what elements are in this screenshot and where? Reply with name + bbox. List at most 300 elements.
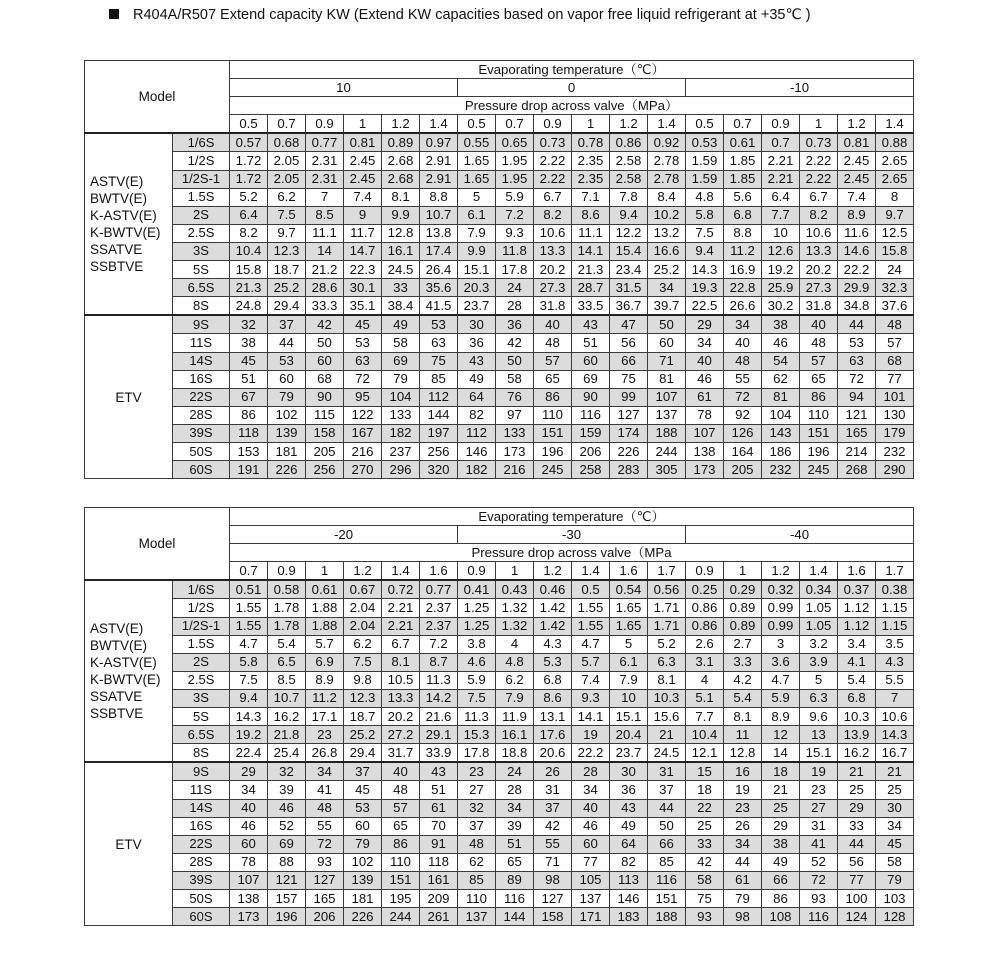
capacity-value-cell: 2.68 <box>382 152 420 170</box>
capacity-value-cell: 138 <box>230 889 268 907</box>
capacity-value-cell: 0.61 <box>724 133 762 152</box>
capacity-value-cell: 57 <box>876 334 914 352</box>
capacity-value-cell: 5.6 <box>724 188 762 206</box>
capacity-value-cell: 226 <box>610 442 648 460</box>
valve-size-cell: 3S <box>173 242 230 260</box>
capacity-value-cell: 24.8 <box>230 297 268 316</box>
capacity-value-cell: 7.9 <box>496 689 534 707</box>
capacity-value-cell: 50 <box>648 315 686 334</box>
capacity-value-cell: 173 <box>230 908 268 926</box>
capacity-value-cell: 89 <box>496 871 534 889</box>
capacity-value-cell: 183 <box>610 908 648 926</box>
capacity-value-cell: 16.9 <box>724 261 762 279</box>
capacity-value-cell: 11.7 <box>344 224 382 242</box>
capacity-value-cell: 1.32 <box>496 599 534 617</box>
capacity-value-cell: 3.2 <box>800 635 838 653</box>
capacity-value-cell: 98 <box>724 908 762 926</box>
capacity-value-cell: 7.5 <box>230 671 268 689</box>
capacity-value-cell: 13.2 <box>648 224 686 242</box>
capacity-value-cell: 48 <box>458 835 496 853</box>
capacity-value-cell: 0.67 <box>344 580 382 599</box>
capacity-value-cell: 16.2 <box>838 744 876 763</box>
pressure-value-header: 1.4 <box>800 562 838 581</box>
capacity-value-cell: 11.9 <box>496 708 534 726</box>
capacity-value-cell: 19.2 <box>762 261 800 279</box>
capacity-value-cell: 57 <box>382 799 420 817</box>
capacity-value-cell: 2.21 <box>382 617 420 635</box>
capacity-value-cell: 25.4 <box>268 744 306 763</box>
pressure-value-header: 1.2 <box>534 562 572 581</box>
table-row <box>85 617 914 635</box>
table-row <box>85 170 914 188</box>
valve-size-cell: 9S <box>173 315 230 334</box>
capacity-value-cell: 9.7 <box>876 206 914 224</box>
capacity-value-cell: 8.5 <box>268 671 306 689</box>
capacity-value-cell: 181 <box>268 442 306 460</box>
capacity-value-cell: 7.4 <box>838 188 876 206</box>
model-series-name: SSBTVE <box>90 706 144 722</box>
capacity-value-cell: 25 <box>876 781 914 799</box>
capacity-value-cell: 11.2 <box>306 689 344 707</box>
capacity-value-cell: 121 <box>268 871 306 889</box>
model-series-name: ETV <box>115 836 142 852</box>
capacity-value-cell: 11.1 <box>572 224 610 242</box>
capacity-value-cell: 18.7 <box>344 708 382 726</box>
capacity-value-cell: 158 <box>306 424 344 442</box>
capacity-value-cell: 206 <box>572 442 610 460</box>
capacity-value-cell: 65 <box>382 817 420 835</box>
capacity-value-cell: 0.77 <box>420 580 458 599</box>
capacity-value-cell: 36 <box>458 334 496 352</box>
capacity-value-cell: 1.55 <box>572 617 610 635</box>
capacity-value-cell: 32 <box>268 762 306 781</box>
capacity-value-cell: 14.3 <box>686 261 724 279</box>
capacity-value-cell: 256 <box>420 442 458 460</box>
capacity-value-cell: 76 <box>496 388 534 406</box>
capacity-value-cell: 245 <box>800 461 838 479</box>
header-row-evap <box>85 508 914 526</box>
capacity-value-cell: 22.5 <box>686 297 724 316</box>
capacity-value-cell: 116 <box>800 908 838 926</box>
capacity-value-cell: 27.3 <box>800 279 838 297</box>
valve-size-cell: 5S <box>173 261 230 279</box>
capacity-value-cell: 35.6 <box>420 279 458 297</box>
capacity-value-cell: 20.2 <box>534 261 572 279</box>
capacity-value-cell: 121 <box>838 406 876 424</box>
capacity-value-cell: 10.6 <box>876 708 914 726</box>
capacity-value-cell: 268 <box>838 461 876 479</box>
capacity-value-cell: 91 <box>420 835 458 853</box>
capacity-value-cell: 10.3 <box>838 708 876 726</box>
capacity-value-cell: 40 <box>686 352 724 370</box>
capacity-value-cell: 3.3 <box>724 653 762 671</box>
capacity-value-cell: 30.2 <box>762 297 800 316</box>
capacity-value-cell: 69 <box>382 352 420 370</box>
table-row <box>85 653 914 671</box>
valve-size-cell: 28S <box>173 853 230 871</box>
capacity-value-cell: 22.4 <box>230 744 268 763</box>
capacity-value-cell: 8.6 <box>534 689 572 707</box>
capacity-value-cell: 1.78 <box>268 599 306 617</box>
capacity-value-cell: 7.1 <box>572 188 610 206</box>
capacity-value-cell: 25.2 <box>268 279 306 297</box>
capacity-value-cell: 21 <box>648 726 686 744</box>
capacity-value-cell: 1.65 <box>458 152 496 170</box>
capacity-value-cell: 37 <box>534 799 572 817</box>
capacity-value-cell: 37 <box>458 817 496 835</box>
table-row <box>85 599 914 617</box>
capacity-value-cell: 104 <box>762 406 800 424</box>
pressure-value-header: 0.7 <box>230 562 268 581</box>
pressure-value-header: 1 <box>306 562 344 581</box>
capacity-value-cell: 3.4 <box>838 635 876 653</box>
capacity-value-cell: 8.8 <box>420 188 458 206</box>
capacity-value-cell: 1.88 <box>306 599 344 617</box>
table-row <box>85 817 914 835</box>
capacity-value-cell: 63 <box>838 352 876 370</box>
capacity-value-cell: 40 <box>534 315 572 334</box>
capacity-value-cell: 75 <box>610 370 648 388</box>
capacity-value-cell: 44 <box>838 835 876 853</box>
capacity-value-cell: 15.4 <box>610 242 648 260</box>
capacity-value-cell: 10.4 <box>230 242 268 260</box>
capacity-value-cell: 11.3 <box>420 671 458 689</box>
capacity-value-cell: 5.1 <box>686 689 724 707</box>
capacity-value-cell: 8.5 <box>306 206 344 224</box>
capacity-value-cell: 26.8 <box>306 744 344 763</box>
capacity-value-cell: 5 <box>610 635 648 653</box>
capacity-value-cell: 5.2 <box>230 188 268 206</box>
capacity-value-cell: 3.9 <box>800 653 838 671</box>
capacity-value-cell: 214 <box>838 442 876 460</box>
capacity-value-cell: 0.32 <box>762 580 800 599</box>
capacity-value-cell: 0.73 <box>534 133 572 152</box>
capacity-value-cell: 60 <box>306 352 344 370</box>
capacity-value-cell: 29.1 <box>420 726 458 744</box>
capacity-value-cell: 9.4 <box>230 689 268 707</box>
capacity-value-cell: 10.7 <box>268 689 306 707</box>
table-row <box>85 206 914 224</box>
model-series-name: SSATVE <box>90 242 143 258</box>
pressure-value-header: 0.9 <box>686 562 724 581</box>
capacity-value-cell: 48 <box>876 315 914 334</box>
capacity-value-cell: 23 <box>724 799 762 817</box>
capacity-value-cell: 11.2 <box>724 242 762 260</box>
capacity-value-cell: 3 <box>762 635 800 653</box>
capacity-value-cell: 21.3 <box>572 261 610 279</box>
capacity-value-cell: 4 <box>496 635 534 653</box>
capacity-value-cell: 17.8 <box>458 744 496 763</box>
capacity-value-cell: 6.2 <box>268 188 306 206</box>
valve-size-cell: 11S <box>173 334 230 352</box>
capacity-value-cell: 2.21 <box>762 170 800 188</box>
capacity-value-cell: 143 <box>762 424 800 442</box>
capacity-value-cell: 261 <box>420 908 458 926</box>
table-row <box>85 708 914 726</box>
capacity-value-cell: 77 <box>572 853 610 871</box>
capacity-value-cell: 31.8 <box>534 297 572 316</box>
capacity-value-cell: 6.2 <box>344 635 382 653</box>
capacity-value-cell: 118 <box>420 853 458 871</box>
pressure-value-header: 0.7 <box>496 115 534 134</box>
capacity-value-cell: 8.7 <box>420 653 458 671</box>
model-series-name: K-ASTV(E) <box>90 208 157 224</box>
capacity-value-cell: 33.5 <box>572 297 610 316</box>
capacity-value-cell: 10.4 <box>686 726 724 744</box>
valve-size-cell: 6.5S <box>173 279 230 297</box>
pressure-value-header: 1.6 <box>420 562 458 581</box>
capacity-value-cell: 8.4 <box>648 188 686 206</box>
capacity-value-cell: 5.5 <box>876 671 914 689</box>
capacity-value-cell: 1.42 <box>534 599 572 617</box>
capacity-value-cell: 23.7 <box>458 297 496 316</box>
pressure-value-header: 1 <box>572 115 610 134</box>
capacity-value-cell: 10 <box>610 689 648 707</box>
capacity-value-cell: 15.3 <box>458 726 496 744</box>
capacity-value-cell: 8.1 <box>724 708 762 726</box>
model-series-name: K-BWTV(E) <box>90 225 161 241</box>
valve-size-cell: 9S <box>173 762 230 781</box>
capacity-value-cell: 23 <box>800 781 838 799</box>
capacity-value-cell: 1.12 <box>838 599 876 617</box>
model-group-cell <box>85 133 173 315</box>
capacity-value-cell: 50 <box>306 334 344 352</box>
capacity-value-cell: 4.6 <box>458 653 496 671</box>
capacity-value-cell: 2.05 <box>268 152 306 170</box>
capacity-value-cell: 14.2 <box>420 689 458 707</box>
capacity-value-cell: 13.3 <box>382 689 420 707</box>
capacity-value-cell: 86 <box>230 406 268 424</box>
capacity-value-cell: 232 <box>762 461 800 479</box>
capacity-value-cell: 2.21 <box>762 152 800 170</box>
page-title-text: R404A/R507 Extend capacity KW (Extend KW capacities based on vapor free liquid refrigerant at +35℃ ) <box>133 7 811 23</box>
capacity-value-cell: 3.1 <box>686 653 724 671</box>
capacity-value-cell: 138 <box>686 442 724 460</box>
capacity-value-cell: 82 <box>458 406 496 424</box>
pressure-value-header: 1.4 <box>572 562 610 581</box>
capacity-value-cell: 50 <box>496 352 534 370</box>
capacity-value-cell: 116 <box>572 406 610 424</box>
model-series-name: ASTV(E) <box>90 621 144 637</box>
capacity-value-cell: 137 <box>572 889 610 907</box>
capacity-value-cell: 1.15 <box>876 617 914 635</box>
capacity-value-cell: 2.6 <box>686 635 724 653</box>
capacity-value-cell: 0.99 <box>762 599 800 617</box>
model-series-name: K-BWTV(E) <box>90 672 161 688</box>
model-series-name: K-ASTV(E) <box>90 655 157 671</box>
table-row <box>85 424 914 442</box>
capacity-value-cell: 1.25 <box>458 617 496 635</box>
model-series-name: BWTV(E) <box>90 638 147 654</box>
capacity-value-cell: 13.8 <box>420 224 458 242</box>
capacity-value-cell: 44 <box>724 853 762 871</box>
capacity-value-cell: 2.45 <box>838 170 876 188</box>
capacity-value-cell: 50 <box>648 817 686 835</box>
capacity-value-cell: 8.6 <box>572 206 610 224</box>
capacity-value-cell: 34 <box>496 799 534 817</box>
capacity-value-cell: 0.81 <box>838 133 876 152</box>
capacity-value-cell: 137 <box>648 406 686 424</box>
valve-size-cell: 3S <box>173 689 230 707</box>
capacity-value-cell: 1.05 <box>800 599 838 617</box>
capacity-value-cell: 1.55 <box>230 617 268 635</box>
capacity-value-cell: 20.6 <box>534 744 572 763</box>
capacity-value-cell: 12.6 <box>762 242 800 260</box>
table-row <box>85 835 914 853</box>
capacity-value-cell: 15.1 <box>458 261 496 279</box>
capacity-value-cell: 34 <box>306 762 344 781</box>
capacity-value-cell: 37.6 <box>876 297 914 316</box>
capacity-value-cell: 9 <box>344 206 382 224</box>
capacity-value-cell: 0.5 <box>572 580 610 599</box>
capacity-value-cell: 100 <box>838 889 876 907</box>
capacity-value-cell: 34 <box>724 315 762 334</box>
capacity-value-cell: 7 <box>306 188 344 206</box>
capacity-value-cell: 55 <box>724 370 762 388</box>
capacity-value-cell: 19 <box>800 762 838 781</box>
capacity-value-cell: 38 <box>762 315 800 334</box>
valve-size-cell: 8S <box>173 297 230 316</box>
capacity-value-cell: 51 <box>496 835 534 853</box>
capacity-value-cell: 110 <box>458 889 496 907</box>
capacity-value-cell: 2.22 <box>534 152 572 170</box>
capacity-value-cell: 27 <box>458 781 496 799</box>
capacity-value-cell: 10.6 <box>800 224 838 242</box>
capacity-value-cell: 0.68 <box>268 133 306 152</box>
capacity-value-cell: 7.9 <box>458 224 496 242</box>
table-row <box>85 261 914 279</box>
capacity-value-cell: 153 <box>230 442 268 460</box>
capacity-value-cell: 28.7 <box>572 279 610 297</box>
capacity-value-cell: 105 <box>572 871 610 889</box>
model-series-name: SSBTVE <box>90 259 144 275</box>
capacity-value-cell: 18.7 <box>268 261 306 279</box>
capacity-value-cell: 8.1 <box>382 188 420 206</box>
capacity-value-cell: 31.8 <box>800 297 838 316</box>
capacity-value-cell: 15.8 <box>876 242 914 260</box>
pressure-value-header: 0.5 <box>686 115 724 134</box>
capacity-value-cell: 99 <box>610 388 648 406</box>
capacity-value-cell: 7.7 <box>686 708 724 726</box>
capacity-value-cell: 6.8 <box>724 206 762 224</box>
capacity-value-cell: 2.91 <box>420 170 458 188</box>
capacity-value-cell: 130 <box>876 406 914 424</box>
capacity-value-cell: 5.8 <box>686 206 724 224</box>
capacity-value-cell: 10.5 <box>382 671 420 689</box>
pressure-value-header: 1.4 <box>648 115 686 134</box>
capacity-value-cell: 48 <box>800 334 838 352</box>
capacity-value-cell: 45 <box>344 315 382 334</box>
capacity-value-cell: 40 <box>800 315 838 334</box>
capacity-value-cell: 20.4 <box>610 726 648 744</box>
capacity-value-cell: 13.1 <box>534 708 572 726</box>
capacity-value-cell: 62 <box>762 370 800 388</box>
capacity-value-cell: 34 <box>876 817 914 835</box>
model-series-name: BWTV(E) <box>90 191 147 207</box>
capacity-value-cell: 18.8 <box>496 744 534 763</box>
capacity-value-cell: 5.9 <box>458 671 496 689</box>
capacity-value-cell: 126 <box>724 424 762 442</box>
capacity-value-cell: 7.7 <box>762 206 800 224</box>
capacity-value-cell: 66 <box>648 835 686 853</box>
capacity-value-cell: 18 <box>686 781 724 799</box>
capacity-value-cell: 79 <box>268 388 306 406</box>
capacity-value-cell: 3.8 <box>458 635 496 653</box>
capacity-value-cell: 77 <box>838 871 876 889</box>
capacity-value-cell: 75 <box>420 352 458 370</box>
capacity-value-cell: 33.3 <box>306 297 344 316</box>
capacity-value-cell: 12.3 <box>268 242 306 260</box>
capacity-value-cell: 63 <box>420 334 458 352</box>
capacity-value-cell: 2.37 <box>420 617 458 635</box>
capacity-value-cell: 33 <box>382 279 420 297</box>
capacity-value-cell: 102 <box>268 406 306 424</box>
capacity-value-cell: 30 <box>610 762 648 781</box>
table-row <box>85 334 914 352</box>
capacity-value-cell: 31 <box>800 817 838 835</box>
capacity-value-cell: 4.7 <box>762 671 800 689</box>
capacity-value-cell: 16.2 <box>268 708 306 726</box>
capacity-value-cell: 32 <box>458 799 496 817</box>
capacity-value-cell: 62 <box>458 853 496 871</box>
capacity-value-cell: 173 <box>496 442 534 460</box>
capacity-value-cell: 27.2 <box>382 726 420 744</box>
capacity-value-cell: 30 <box>876 799 914 817</box>
capacity-value-cell: 29 <box>686 315 724 334</box>
capacity-value-cell: 37 <box>648 781 686 799</box>
capacity-value-cell: 48 <box>534 334 572 352</box>
capacity-value-cell: 11.6 <box>838 224 876 242</box>
capacity-value-cell: 58 <box>876 853 914 871</box>
valve-size-cell: 39S <box>173 424 230 442</box>
capacity-value-cell: 11.3 <box>458 708 496 726</box>
capacity-value-cell: 81 <box>648 370 686 388</box>
pressure-value-header: 0.9 <box>762 115 800 134</box>
capacity-value-cell: 2.65 <box>876 152 914 170</box>
valve-size-cell: 1/6S <box>173 133 230 152</box>
capacity-value-cell: 29 <box>230 762 268 781</box>
capacity-value-cell: 45 <box>876 835 914 853</box>
valve-size-cell: 22S <box>173 835 230 853</box>
capacity-value-cell: 40 <box>382 762 420 781</box>
pressure-value-header: 1.4 <box>420 115 458 134</box>
capacity-value-cell: 3.6 <box>762 653 800 671</box>
capacity-value-cell: 7.4 <box>344 188 382 206</box>
capacity-value-cell: 23.4 <box>610 261 648 279</box>
table-row <box>85 152 914 170</box>
capacity-value-cell: 43 <box>458 352 496 370</box>
capacity-value-cell: 158 <box>534 908 572 926</box>
capacity-value-cell: 12.5 <box>876 224 914 242</box>
capacity-value-cell: 9.7 <box>268 224 306 242</box>
capacity-value-cell: 90 <box>306 388 344 406</box>
capacity-value-cell: 66 <box>762 871 800 889</box>
capacity-value-cell: 98 <box>534 871 572 889</box>
capacity-value-cell: 6.4 <box>230 206 268 224</box>
capacity-value-cell: 0.78 <box>572 133 610 152</box>
capacity-value-cell: 52 <box>268 817 306 835</box>
capacity-value-cell: 320 <box>420 461 458 479</box>
capacity-value-cell: 51 <box>230 370 268 388</box>
evaporating-temperature-header: Evaporating temperature（℃） <box>230 508 914 526</box>
capacity-value-cell: 15.1 <box>610 708 648 726</box>
capacity-value-cell: 186 <box>762 442 800 460</box>
table-row <box>85 635 914 653</box>
pressure-value-header: 1.6 <box>838 562 876 581</box>
capacity-value-cell: 92 <box>724 406 762 424</box>
valve-size-cell: 14S <box>173 352 230 370</box>
capacity-value-cell: 32.3 <box>876 279 914 297</box>
